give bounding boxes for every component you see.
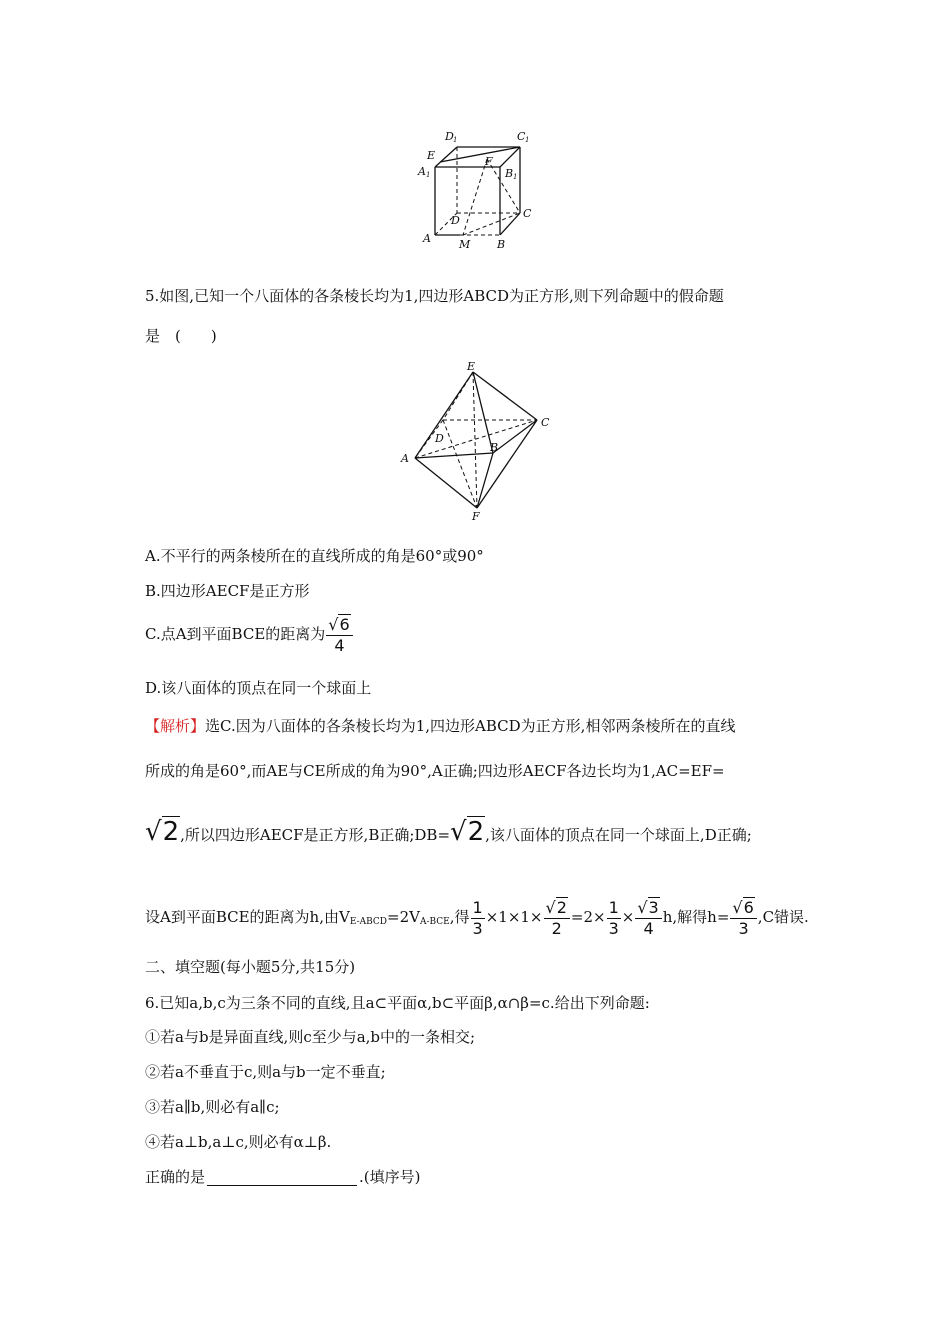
q6-answer-line: 正确的是 .(填序号) [145,1168,421,1186]
label-e: E [427,149,436,162]
label-f: F [485,155,493,168]
q6-item1: ①若a与b是异面直线,则c至少与a,b中的一条相交; [145,1028,476,1046]
q5-stem-line2: 是 ( ) [145,327,217,345]
label-c: C [523,207,532,220]
svg-text:1: 1 [525,136,530,144]
label-a: A [423,232,431,245]
q5-option-a: A.不平行的两条棱所在的直线所成的角是60°或90° [145,547,484,565]
label-c1: C [517,130,526,143]
label-d1: D [445,130,454,143]
label-d: D [435,432,444,445]
octahedron-figure [395,358,555,523]
cube-figure [415,125,540,255]
label-d: D [451,214,460,227]
q5-option-b: B.四边形AECF是正方形 [145,582,310,600]
q6-stem: 6.已知a,b,c为三条不同的直线,且a⊂平面α,b⊂平面β,α∩β=c.给出下列命题: [145,994,650,1012]
label-m: M [459,238,471,251]
svg-text:1: 1 [426,171,431,179]
q6-item4: ④若a⊥b,a⊥c,则必有α⊥β. [145,1133,332,1151]
label-f: F [472,510,480,523]
label-c: C [541,416,550,429]
q6-item2: ②若a不垂直于c,则a与b一定不垂直; [145,1063,386,1081]
analysis-line2: 所成的角是60°,而AE与CE所成的角为90°,A正确;四边形AECF各边长均为1,AC=EF= [145,762,725,780]
label-b1: B [505,167,514,180]
svg-text:1: 1 [453,136,458,144]
q6-item3: ③若a∥b,则必有a∥c; [145,1098,280,1116]
q5-option-c [145,612,354,656]
svg-text:1: 1 [513,173,518,181]
option-c-text: C.点A到平面BCE的距离为 [145,625,326,643]
answer-blank[interactable] [207,1169,357,1186]
q5-option-d: D.该八面体的顶点在同一个球面上 [145,679,372,697]
analysis-line1: 【解析】选C.因为八面体的各条棱长均为1,四边形ABCD为正方形,相邻两条棱所在的直线 [145,717,736,735]
section2-heading: 二、填空题(每小题5分,共15分) [145,958,356,976]
label-a1: A [418,165,426,178]
analysis-line4: 设A到平面BCE的距离为h,由$V_{E-ABCD}=2V_{A-BCE}$,得 $\frac{1}{3}$ ×1×1× $\frac{√2}{2}$ =2× $\frac{1}{3}$ × $\frac{√3}{4}$ h,解得h= $\frac{√6}{3}$ ,C错误. [145,897,809,938]
analysis-line3: √2,所以四边形AECF是正方形,B正确;DB=√2,该八面体的顶点在同一个球面上,D正确; [145,817,752,847]
label-a: A [401,452,409,465]
q5-stem-line1: 5.如图,已知一个八面体的各条棱长均为1,四边形ABCD为正方形,则下列命题中的假命题 [145,287,724,305]
label-b: B [497,238,506,251]
label-b: B [490,441,499,454]
label-e: E [467,360,476,373]
analysis-tag: 【解析】 [145,717,206,735]
option-c-fraction: $\frac{√6}{4}$ [326,615,352,656]
